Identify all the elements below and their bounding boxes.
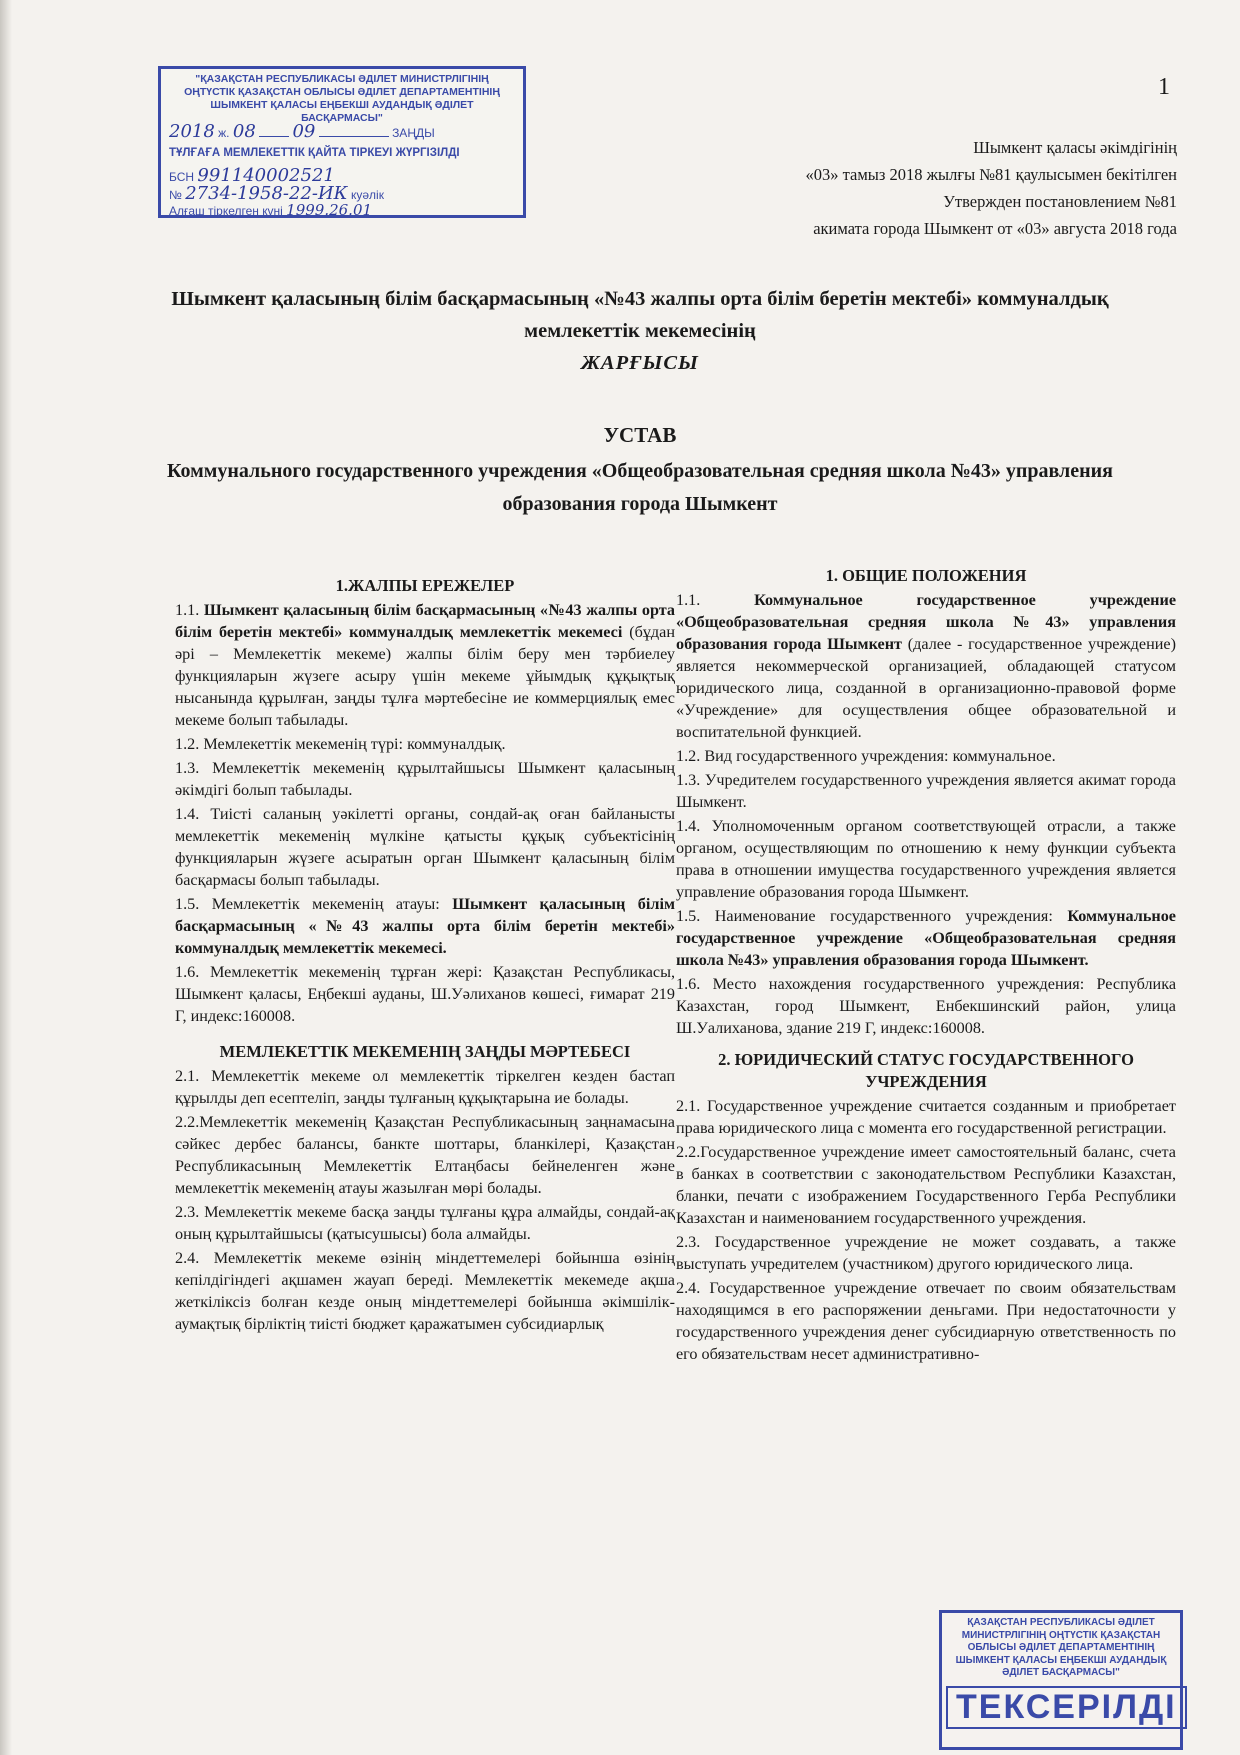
section-heading: 1.ЖАЛПЫ ЕРЕЖЕЛЕР — [335, 576, 515, 595]
certificate-suffix: куәлік — [350, 188, 384, 202]
registration-date-suffix: ЗАҢДЫ — [392, 126, 435, 140]
kz-document-name: ЖАРҒЫСЫ — [581, 352, 699, 374]
approval-kz-line2: «03» тамыз 2018 жылғы №81 қаулысымен бекітілген — [805, 165, 1177, 184]
paragraph-2-4: 2.4. Мемлекеттік мекеме өзінің міндеттемелері бойынша өзінің кепілдігіндегі ақшамен жауап береді. Мемлекеттік мекемеде ақша жеткіліксіз болған кезде оның міндеттемелері бойынша әкімшілік-аумақтық бірліктің тиісті бюджет қаражатымен субсидиарлық — [175, 1249, 675, 1333]
registration-year: 2018 — [169, 121, 215, 142]
section-heading: 2. ЮРИДИЧЕСКИЙ СТАТУС ГОСУДАРСТВЕННОГО УЧРЕЖДЕНИЯ — [718, 1050, 1134, 1091]
paragraph-1-2: 1.2. Мемлекеттік мекеменің түрі: коммуналдық. — [175, 735, 506, 753]
certificate-value: 2734-1958-22-ИК — [185, 183, 348, 204]
paragraph-2-4: 2.4. Государственное учреждение отвечает по своим обязательствам находящимся в его распоряжении деньгами. При недостаточности у государственного учреждения денег субсидиарную ответственность по его обязательствам несет административно- — [676, 1279, 1176, 1363]
approval-ru-line2: акимата города Шымкент от «03» августа 2018 года — [813, 219, 1177, 238]
kz-title: Шымкент қаласының білім басқармасының «№43 жалпы орта білім беретін мектебі» коммуналдық мемлекеттік мекемесінің — [171, 288, 1109, 342]
checked-stamp — [939, 1610, 1183, 1750]
paragraph-1-5 — [676, 905, 1176, 971]
kazakh-column — [175, 575, 675, 1337]
registration-month: 08 — [232, 121, 256, 142]
registration-day: 09 — [292, 121, 316, 142]
checked-stamp-text: ҚАЗАҚСТАН РЕСПУБЛИКАСЫ ӘДІЛЕТ МИНИСТРЛІГІНІҢ ОҢТҮСТІК ҚАЗАҚСТАН ОБЛЫСЫ ӘДІЛЕТ ДЕПАРТАМЕНТІНІҢ ШЫМКЕНТ ҚАЛАСЫ ЕҢБЕКШІ АУДАНДЫҚ ӘДІЛЕТ БАСҚАРМАСЫ" — [955, 1617, 1167, 1678]
paragraph-2-2: 2.2.Государственное учреждение имеет самостоятельный баланс, счета в банках в соответствии с законодательством Республики Казахстан, бланки, печати с изображением Государственного Герба Республики Казахстан и наименованием государственного учреждения. — [676, 1143, 1176, 1227]
paragraph-bold: Шымкент қаласының білім басқармасының «№43 жалпы орта білім беретін мектебі» коммуналдық мемлекеттік мекемесі — [175, 601, 676, 641]
paragraph-text: (бұдан әрі – Мемлекеттік мекеме) жалпы білім беру мен тәрбиелеу функцияларын жүзеге асыру үшін мекеме ұйымдық құқықтық нысанында құрылған, заңды тұлға мәртебесіне ие коммерциялық емес мекеме болып табылады. — [175, 623, 675, 729]
registration-date-row — [169, 121, 515, 142]
paragraph-1-1 — [175, 599, 675, 731]
paragraph-number: 1.1. — [175, 601, 200, 619]
separator-line — [319, 136, 389, 137]
approval-block — [617, 134, 1177, 242]
page-edge-shadow — [0, 0, 12, 1755]
paragraph-2-1: 2.1. Государственное учреждение считается созданным и приобретает права юридического лица с момента его государственной регистрации. — [676, 1097, 1176, 1137]
paragraph-bold: Коммунальное государственное учреждение «Общеобразовательная средняя школа №43» управления образования города Шымкент. — [676, 907, 1176, 969]
first-registration-label: Алғаш тіркелген күні — [169, 204, 283, 218]
paragraph-number: 1.5. Мемлекеттік мекеменің атауы: — [175, 895, 440, 913]
registration-stamp-header: "ҚАЗАҚСТАН РЕСПУБЛИКАСЫ ӘДІЛЕТ МИНИСТРЛІГІНІҢ ОҢТҮСТІК ҚАЗАҚСТАН ОБЛЫСЫ ӘДІЛЕТ ДЕПАРТАМЕНТІНІҢ ШЫМКЕНТ ҚАЛАСЫ ЕҢБЕКШІ АУДАНДЫҚ ӘДІЛЕТ БАСҚАРМАСЫ" — [184, 73, 500, 124]
paragraph-2-2: 2.2.Мемлекеттік мекеменің Қазақстан Республикасының заңнамасына сәйкес дербес балансы, банкте шоттары, бланкілері, Қазақстан Республикасының Мемлекеттік Елтаңбасы бейнеленген және мемлекеттік мекеменің атауы жазылған мөрі болады. — [175, 1113, 675, 1197]
ru-title: Коммунального государственного учреждения «Общеобразовательная средняя школа №43» управления образования города Шымкент — [166, 460, 1114, 515]
first-registration-row — [169, 201, 515, 219]
certificate-label: № — [169, 188, 182, 202]
page-number: 1 — [1158, 74, 1170, 100]
paragraph-1-4: 1.4. Тиісті саланың уәкілетті органы, сондай-ақ оған байланысты мемлекеттік мекеменің мүлкіне қатысты құқық субъектісінің функцияларын жүзеге асыратын орган Шымкент қаласының білім басқармасы болып табылады. — [175, 805, 675, 889]
russian-column — [676, 565, 1176, 1367]
registration-stamp — [158, 66, 526, 218]
bsn-label: БСН — [169, 170, 195, 184]
paragraph-2-3: 2.3. Мемлекеттік мекеме басқа заңды тұлғаны құра алмайды, сондай-ақ оның құрылтайшысы (қатысушысы) бола алмайды. — [175, 1203, 675, 1243]
approval-kz-line1: Шымкент қаласы әкімдігінің — [973, 138, 1177, 157]
paragraph-bold: Шымкент қаласының білім басқармасының «№43 жалпы орта білім беретін мектебі» коммуналдық мемлекеттік мекемесі. — [175, 895, 675, 957]
re-registration-text: ТҰЛҒАҒА МЕМЛЕКЕТТІК ҚАЙТА ТІРКЕУІ ЖҮРГІЗІЛДІ — [169, 147, 460, 159]
paragraph-1-4: 1.4. Уполномоченным органом соответствующей отрасли, а также органом, осуществляющим по отношению к нему функции субъекта права в отношении имущества государственного учреждения является управление образования города Шымкент. — [676, 817, 1176, 901]
approval-ru-line1: Утвержден постановлением №81 — [943, 192, 1177, 211]
paragraph-2-3: 2.3. Государственное учреждение не может создавать, а также выступать учредителем (участником) другого юридического лица. — [676, 1233, 1176, 1273]
separator-line — [259, 136, 289, 137]
bsn-value: 991140002521 — [197, 165, 335, 186]
first-registration-value: 1999.26.01 — [286, 201, 373, 219]
paragraph-1-2: 1.2. Вид государственного учреждения: коммунальное. — [676, 747, 1056, 765]
paragraph-1-3: 1.3. Мемлекеттік мекеменің құрылтайшысы Шымкент қаласының әкімдігі болып табылады. — [175, 759, 675, 799]
registration-year-label: ж. — [218, 126, 230, 140]
paragraph-number: 1.5. Наименование государственного учреждения: — [676, 907, 1053, 925]
paragraph-1-3: 1.3. Учредителем государственного учреждения является акимат города Шымкент. — [676, 771, 1176, 811]
paragraph-1-5 — [175, 893, 675, 959]
paragraph-number: 1.1. — [676, 591, 701, 609]
paragraph-1-6: 1.6. Мемлекеттік мекеменің тұрған жері: Қазақстан Республикасы, Шымкент қаласы, Еңбекші ауданы, Ш.Уәлиханов көшесі, ғимарат 219 Г, индекс:160008. — [175, 963, 675, 1025]
section-heading: МЕМЛЕКЕТТІК МЕКЕМЕНІҢ ЗАҢДЫ МӘРТЕБЕСІ — [219, 1042, 631, 1061]
ru-document-name: УСТАВ — [603, 423, 677, 447]
checked-stamp-label: ТЕКСЕРІЛДІ — [946, 1686, 1187, 1729]
paragraph-bold: Коммунальное государственное учреждение «Общеобразовательная средняя школа №43» управления образования города Шымкент — [676, 591, 1177, 653]
paragraph-text: (далее - государственное учреждение) является некоммерческой организацией, обладающей статусом юридического лица, созданной в организационно-правовой форме «Учреждение» для осуществления общее образовательной и воспитательной функцией. — [676, 635, 1176, 741]
paragraph-1-6: 1.6. Место нахождения государственного учреждения: Республика Казахстан, город Шымкент, Енбекшинский район, улица Ш.Уалиханова, здание 219 Г, индекс:160008. — [676, 975, 1176, 1037]
section-heading: 1. ОБЩИЕ ПОЛОЖЕНИЯ — [825, 566, 1027, 585]
paragraph-2-1: 2.1. Мемлекеттік мекеме ол мемлекеттік тіркелген кезден бастап құрылды деп есептеліп, заңды тұлғаның құқықтарына ие болады. — [175, 1067, 675, 1107]
paragraph-1-1 — [676, 589, 1176, 743]
